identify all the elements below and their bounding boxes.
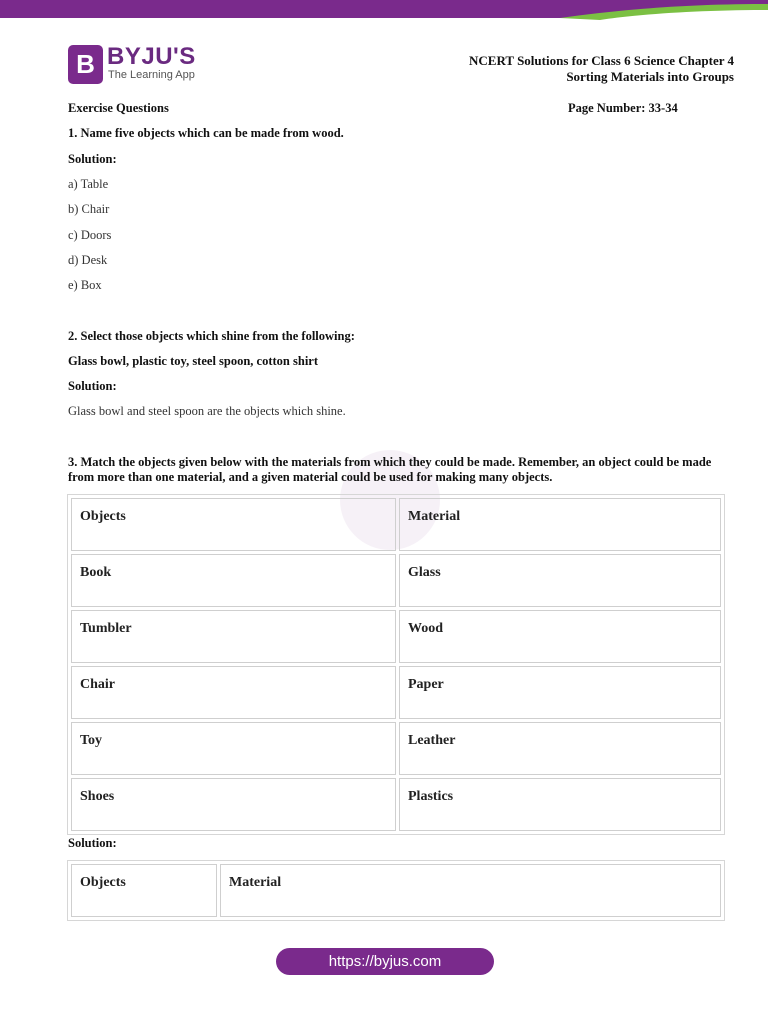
table-cell: Wood xyxy=(399,610,721,663)
table-row xyxy=(71,666,721,719)
table-header-cell: Objects xyxy=(71,864,217,917)
q1-answer: a) Table xyxy=(68,177,109,191)
table-cell: Glass xyxy=(399,554,721,607)
table-header-row xyxy=(71,864,721,917)
table-row xyxy=(71,778,721,831)
q2-options: Glass bowl, plastic toy, steel spoon, cotton shirt xyxy=(68,354,319,368)
table-row xyxy=(71,554,721,607)
table-header-cell: Objects xyxy=(71,498,396,551)
table-cell: Toy xyxy=(71,722,396,775)
question-1: 1. Name five objects which can be made from wood. xyxy=(68,126,344,140)
title-line-1: NCERT Solutions for Class 6 Science Chapter 4 xyxy=(469,53,734,68)
brand-tagline: The Learning App xyxy=(108,69,195,81)
table-cell: Book xyxy=(71,554,396,607)
q1-answer: c) Doors xyxy=(68,228,112,242)
q1-answer: d) Desk xyxy=(68,253,108,267)
table-row xyxy=(71,722,721,775)
q3-solution-label: Solution: xyxy=(68,836,117,850)
table-cell: Paper xyxy=(399,666,721,719)
q1-answer: b) Chair xyxy=(68,202,110,216)
match-table xyxy=(67,494,725,835)
table-header-cell: Material xyxy=(399,498,721,551)
brand-name: BYJU'S xyxy=(107,43,196,70)
table-cell: Leather xyxy=(399,722,721,775)
table-row xyxy=(71,610,721,663)
solution-table xyxy=(67,860,725,921)
table-cell: Plastics xyxy=(399,778,721,831)
byjus-logo xyxy=(68,45,208,85)
q2-solution-label: Solution: xyxy=(68,379,117,393)
top-banner xyxy=(0,0,768,22)
page-number: Page Number: 33-34 xyxy=(568,101,678,115)
q2-answer: Glass bowl and steel spoon are the objects which shine. xyxy=(68,404,346,418)
logo-letter: B xyxy=(76,49,95,79)
document-title xyxy=(469,53,734,85)
table-header-cell: Material xyxy=(220,864,721,917)
question-3: 3. Match the objects given below with the materials from which they could be made. Remember, an object could be made from more than one material, and a given material could be used for making many objects. xyxy=(68,455,712,484)
table-header-row xyxy=(71,498,721,551)
table-cell: Tumbler xyxy=(71,610,396,663)
question-2: 2. Select those objects which shine from the following: xyxy=(68,329,355,343)
table-cell: Chair xyxy=(71,666,396,719)
q1-solution-label: Solution: xyxy=(68,152,117,166)
title-line-2: Sorting Materials into Groups xyxy=(566,69,734,84)
table-cell: Shoes xyxy=(71,778,396,831)
q1-answer: e) Box xyxy=(68,278,102,292)
website-link[interactable]: https://byjus.com xyxy=(276,948,494,975)
section-heading: Exercise Questions xyxy=(68,101,169,115)
